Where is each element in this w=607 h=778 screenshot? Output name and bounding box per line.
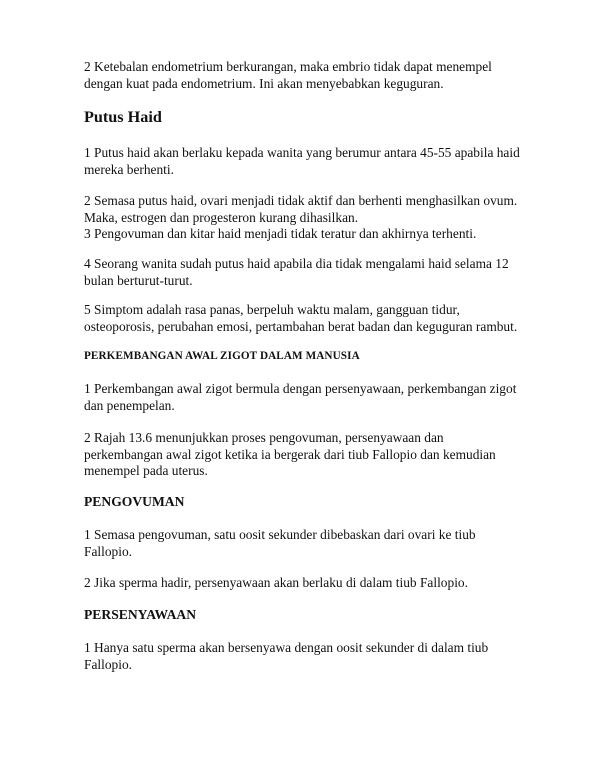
- text-line: 2 Jika sperma hadir, persenyawaan akan berlaku di dalam tiub Fallopio.: [84, 575, 468, 590]
- text-line: Fallopio.: [84, 656, 132, 672]
- text-line: 2 Semasa putus haid, ovari menjadi tidak aktif dan berhenti menghasilkan ovum.: [84, 193, 518, 208]
- text-line: dengan kuat pada endometrium. Ini akan menyebabkan keguguran.: [84, 75, 444, 91]
- text-line: mereka berhenti.: [84, 161, 174, 177]
- text-line: menempel pada uterus.: [84, 463, 208, 478]
- heading-perkembangan-awal-zigot: PERKEMBANGAN AWAL ZIGOT DALAM MANUSIA: [84, 350, 360, 362]
- text-line: Fallopio.: [84, 543, 132, 559]
- heading-putus-haid: Putus Haid: [84, 108, 162, 126]
- heading-persenyawaan: PERSENYAWAAN: [84, 607, 197, 622]
- text-line: 2 Rajah 13.6 menunjukkan proses pengovuman, persenyawaan dan: [84, 430, 444, 445]
- text-line: osteoporosis, perubahan emosi, pertambahan berat badan dan keguguran rambut.: [84, 318, 518, 334]
- text-line: perkembangan awal zigot ketika ia bergerak dari tiub Fallopio dan kemudian: [84, 446, 496, 462]
- text-line: 1 Hanya satu sperma akan bersenyawa dengan oosit sekunder di dalam tiub: [84, 640, 489, 655]
- heading-pengovuman: PENGOVUMAN: [84, 494, 185, 509]
- paragraph-endometrium-2: [84, 59, 554, 92]
- text-line: 5 Simptom adalah rasa panas, berpeluh waktu malam, gangguan tidur,: [84, 302, 460, 317]
- paragraph-perkembangan-2: [84, 430, 554, 480]
- paragraph-putus-haid-2-3: [84, 193, 554, 243]
- text-line: dan penempelan.: [84, 397, 175, 413]
- paragraph-persenyawaan-1: [84, 640, 554, 673]
- paragraph-perkembangan-1: [84, 381, 554, 414]
- text-line: 3 Pengovuman dan kitar haid menjadi tidak teratur dan akhirnya terhenti.: [84, 226, 477, 241]
- text-line: 2 Ketebalan endometrium berkurangan, maka embrio tidak dapat menempel: [84, 59, 492, 74]
- text-line: 1 Semasa pengovuman, satu oosit sekunder dibebaskan dari ovari ke tiub: [84, 527, 476, 542]
- text-line: 4 Seorang wanita sudah putus haid apabila dia tidak mengalami haid selama 12: [84, 256, 509, 271]
- text-line: bulan berturut-turut.: [84, 272, 193, 288]
- paragraph-pengovuman-2: [84, 575, 554, 592]
- paragraph-pengovuman-1: [84, 527, 554, 560]
- text-line: 1 Putus haid akan berlaku kepada wanita yang berumur antara 45-55 apabila haid: [84, 145, 520, 160]
- text-line: 1 Perkembangan awal zigot bermula dengan persenyawaan, perkembangan zigot: [84, 381, 517, 396]
- paragraph-putus-haid-4: [84, 256, 554, 289]
- paragraph-putus-haid-5: [84, 302, 554, 335]
- text-line: Maka, estrogen dan progesteron kurang dihasilkan.: [84, 209, 359, 225]
- paragraph-putus-haid-1: [84, 145, 554, 178]
